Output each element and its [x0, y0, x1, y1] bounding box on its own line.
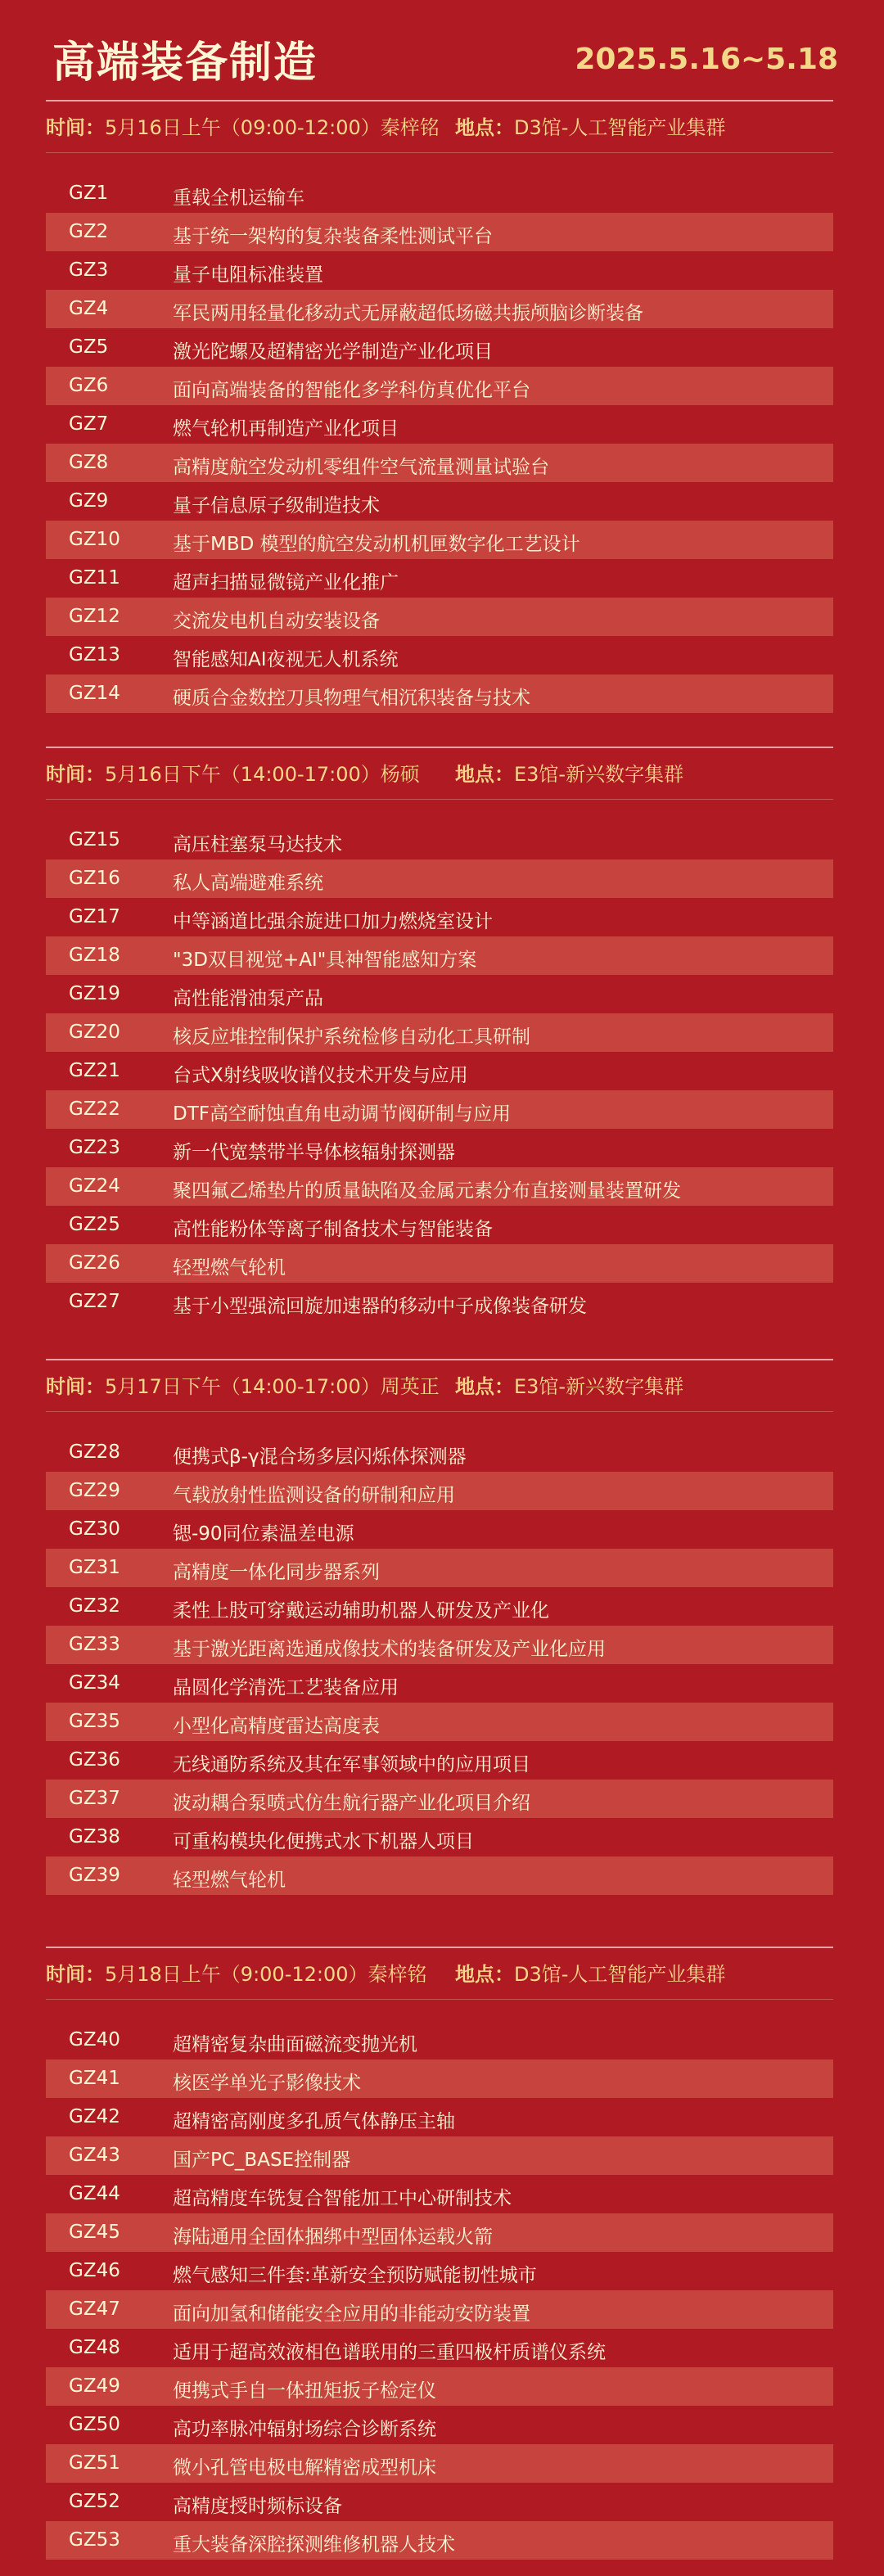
session-header: [46, 102, 833, 147]
project-name: 高精度航空发动机零组件空气流量测量试验台: [173, 457, 549, 478]
project-row: [46, 2252, 833, 2290]
project-name: 基于MBD 模型的航空发动机机匣数字化工艺设计: [173, 534, 580, 555]
project-row: [46, 482, 833, 521]
project-code: GZ21: [69, 1060, 120, 1081]
project-code: GZ12: [69, 606, 120, 627]
project-code: GZ39: [69, 1865, 120, 1886]
project-code: GZ6: [69, 375, 109, 396]
project-row: [46, 1587, 833, 1626]
project-name: 燃气感知三件套:革新安全预防赋能韧性城市: [173, 2265, 537, 2286]
project-name: 气载放射性监测设备的研制和应用: [173, 1485, 455, 1506]
project-row: [46, 2521, 833, 2560]
project-row: [46, 1780, 833, 1818]
project-code: GZ37: [69, 1788, 120, 1809]
project-name: 高精度授时频标设备: [173, 2496, 342, 2517]
project-name: 便携式手自一体扭矩扳子检定仪: [173, 2380, 436, 2402]
project-row: [46, 2367, 833, 2406]
project-row: [46, 1167, 833, 1206]
project-name: 重大装备深腔探测维修机器人技术: [173, 2534, 455, 2556]
project-code: GZ30: [69, 1518, 120, 1540]
project-list: [46, 1411, 833, 1895]
project-name: 私人高端避难系统: [173, 873, 323, 894]
session-place: [455, 111, 725, 140]
project-row: [46, 975, 833, 1013]
project-name: 基于激光距离选通成像技术的装备研发及产业化应用: [173, 1639, 606, 1660]
project-code: GZ16: [69, 868, 120, 889]
project-name: 无线通防系统及其在军事领域中的应用项目: [173, 1754, 530, 1775]
project-name: 面向加氢和储能安全应用的非能动安防装置: [173, 2303, 530, 2325]
project-row: [46, 1818, 833, 1856]
project-code: GZ25: [69, 1214, 120, 1235]
project-code: GZ19: [69, 983, 120, 1004]
project-row: [46, 1549, 833, 1587]
place-value: D3馆-人工智能产业集群: [514, 116, 726, 139]
project-code: GZ27: [69, 1291, 120, 1312]
time-label: 时间：: [46, 763, 105, 786]
project-code: GZ3: [69, 259, 109, 281]
project-name: 小型化高精度雷达高度表: [173, 1716, 380, 1737]
session-time: [46, 758, 420, 787]
project-list: [46, 1999, 833, 2560]
project-code: GZ5: [69, 336, 109, 358]
project-row: [46, 328, 833, 367]
place-label: 地点：: [455, 1375, 514, 1398]
place-value: E3馆-新兴数字集群: [514, 1375, 684, 1398]
project-code: GZ17: [69, 906, 120, 927]
project-name: "3D双目视觉+AI"具神智能感知方案: [173, 950, 477, 971]
project-code: GZ46: [69, 2260, 120, 2281]
project-row: [46, 2021, 833, 2059]
project-code: GZ32: [69, 1595, 120, 1617]
project-code: GZ53: [69, 2529, 120, 2551]
project-code: GZ26: [69, 1252, 120, 1274]
session-place: [455, 1370, 683, 1399]
project-row: [46, 674, 833, 713]
project-code: GZ49: [69, 2375, 120, 2397]
project-row: [46, 1283, 833, 1321]
project-name: 高精度一体化同步器系列: [173, 1562, 380, 1583]
project-name: 高性能滑油泵产品: [173, 988, 323, 1009]
project-name: 军民两用轻量化移动式无屏蔽超低场磁共振颅脑诊断装备: [173, 303, 643, 324]
project-code: GZ29: [69, 1480, 120, 1501]
project-name: 超精密复杂曲面磁流变抛光机: [173, 2034, 417, 2055]
project-row: [46, 1741, 833, 1780]
project-name: 超精密高刚度多孔质气体静压主轴: [173, 2111, 455, 2132]
project-row: [46, 444, 833, 482]
project-row: [46, 936, 833, 975]
project-code: GZ7: [69, 413, 109, 435]
project-name: 核医学单光子影像技术: [173, 2073, 361, 2094]
project-code: GZ9: [69, 490, 109, 512]
project-row: [46, 1664, 833, 1703]
project-name: 微小孔管电极电解精密成型机床: [173, 2457, 436, 2479]
project-row: [46, 2290, 833, 2329]
project-row: [46, 2098, 833, 2136]
project-name: 轻型燃气轮机: [173, 1870, 286, 1891]
project-code: GZ22: [69, 1099, 120, 1120]
page-header: [46, 25, 838, 88]
project-name: 轻型燃气轮机: [173, 1257, 286, 1279]
project-row: [46, 598, 833, 636]
project-code: GZ51: [69, 2452, 120, 2474]
project-row: [46, 821, 833, 859]
session-time: [46, 1958, 427, 1987]
project-code: GZ52: [69, 2491, 120, 2512]
project-row: [46, 898, 833, 936]
project-name: 高性能粉体等离子制备技术与智能装备: [173, 1219, 493, 1240]
project-row: [46, 2406, 833, 2444]
project-row: [46, 2329, 833, 2367]
project-name: 量子电阻标准装置: [173, 264, 323, 286]
project-row: [46, 559, 833, 598]
project-code: GZ8: [69, 452, 109, 473]
project-name: 核反应堆控制保护系统检修自动化工具研制: [173, 1026, 530, 1048]
time-value: 5月16日下午（14:00-17:00）杨硕: [105, 763, 420, 786]
project-code: GZ40: [69, 2029, 120, 2050]
project-name: 基于统一架构的复杂装备柔性测试平台: [173, 226, 493, 247]
project-name: 超高精度车铣复合智能加工中心研制技术: [173, 2188, 512, 2209]
time-label: 时间：: [46, 116, 105, 139]
project-row: [46, 1856, 833, 1895]
page-title: 高端装备制造: [52, 38, 318, 88]
project-code: GZ13: [69, 644, 120, 665]
session-section: [46, 1947, 833, 2560]
project-code: GZ18: [69, 945, 120, 966]
project-name: 燃气轮机再制造产业化项目: [173, 418, 399, 440]
session-place: [455, 758, 683, 787]
project-name: 高压柱塞泵马达技术: [173, 834, 342, 855]
project-code: GZ48: [69, 2337, 120, 2358]
project-row: [46, 1703, 833, 1741]
project-name: 锶-90同位素温差电源: [173, 1523, 354, 1545]
project-code: GZ43: [69, 2145, 120, 2166]
time-value: 5月17日下午（14:00-17:00）周英正: [105, 1375, 440, 1398]
project-code: GZ23: [69, 1137, 120, 1158]
session-time: [46, 111, 440, 140]
project-code: GZ41: [69, 2068, 120, 2089]
project-row: [46, 859, 833, 898]
project-name: 高功率脉冲辐射场综合诊断系统: [173, 2419, 436, 2440]
project-name: 波动耦合泵喷式仿生航行器产业化项目介绍: [173, 1793, 530, 1814]
project-list: [46, 152, 833, 713]
project-code: GZ15: [69, 829, 120, 850]
time-value: 5月16日上午（09:00-12:00）秦梓铭: [105, 116, 440, 139]
place-value: D3馆-人工智能产业集群: [514, 1963, 726, 1986]
project-row: [46, 1052, 833, 1090]
project-name: 柔性上肢可穿戴运动辅助机器人研发及产业化: [173, 1600, 549, 1622]
time-label: 时间：: [46, 1963, 105, 1986]
project-code: GZ20: [69, 1022, 120, 1043]
session-header: [46, 748, 833, 794]
project-name: 晶圆化学清洗工艺装备应用: [173, 1677, 399, 1699]
project-name: DTF高空耐蚀直角电动调节阀研制与应用: [173, 1103, 511, 1125]
project-row: [46, 2059, 833, 2098]
project-list: [46, 799, 833, 1321]
project-name: 基于小型强流回旋加速器的移动中子成像装备研发: [173, 1296, 587, 1317]
place-label: 地点：: [455, 763, 514, 786]
project-code: GZ10: [69, 529, 120, 550]
project-name: 适用于超高效液相色谱联用的三重四极杆质谱仪系统: [173, 2342, 606, 2363]
time-value: 5月18日上午（9:00-12:00）秦梓铭: [105, 1963, 427, 1986]
project-row: [46, 1206, 833, 1244]
project-row: [46, 1244, 833, 1283]
project-row: [46, 2444, 833, 2483]
project-name: 硬质合金数控刀具物理气相沉积装备与技术: [173, 688, 530, 709]
project-row: [46, 1510, 833, 1549]
project-row: [46, 1013, 833, 1052]
project-code: GZ44: [69, 2183, 120, 2204]
place-value: E3馆-新兴数字集群: [514, 763, 684, 786]
project-code: GZ14: [69, 683, 120, 704]
place-label: 地点：: [455, 116, 514, 139]
project-code: GZ28: [69, 1441, 120, 1463]
project-row: [46, 290, 833, 328]
project-code: GZ1: [69, 183, 109, 204]
project-code: GZ33: [69, 1634, 120, 1655]
project-name: 超声扫描显微镜产业化推广: [173, 572, 399, 593]
project-name: 量子信息原子级制造技术: [173, 495, 380, 517]
project-row: [46, 174, 833, 213]
project-row: [46, 1129, 833, 1167]
project-name: 便携式β-γ混合场多层闪烁体探测器: [173, 1446, 467, 1468]
project-name: 面向高端装备的智能化多学科仿真优化平台: [173, 380, 530, 401]
session-place: [455, 1958, 725, 1987]
project-row: [46, 2483, 833, 2521]
project-code: GZ34: [69, 1672, 120, 1694]
project-name: 智能感知AI夜视无人机系统: [173, 649, 399, 670]
project-row: [46, 1433, 833, 1472]
session-header: [46, 1360, 833, 1406]
project-code: GZ35: [69, 1711, 120, 1732]
project-row: [46, 521, 833, 559]
session-section: [46, 747, 833, 1321]
place-label: 地点：: [455, 1963, 514, 1986]
project-code: GZ36: [69, 1749, 120, 1771]
project-row: [46, 1626, 833, 1664]
project-name: 可重构模块化便携式水下机器人项目: [173, 1831, 474, 1852]
date-range: 2025.5.16~5.18: [575, 43, 838, 76]
project-name: 国产PC_BASE控制器: [173, 2150, 351, 2171]
session-time: [46, 1370, 440, 1399]
project-code: GZ31: [69, 1557, 120, 1578]
project-code: GZ47: [69, 2299, 120, 2320]
project-code: GZ24: [69, 1175, 120, 1197]
project-row: [46, 1090, 833, 1129]
project-row: [46, 367, 833, 405]
project-name: 中等涵道比强余旋进口加力燃烧室设计: [173, 911, 493, 932]
session-section: [46, 100, 833, 713]
project-row: [46, 2136, 833, 2175]
project-row: [46, 2213, 833, 2252]
session-section: [46, 1359, 833, 1895]
project-name: 交流发电机自动安装设备: [173, 611, 380, 632]
project-code: GZ42: [69, 2106, 120, 2127]
project-row: [46, 636, 833, 674]
project-name: 激光陀螺及超精密光学制造产业化项目: [173, 341, 493, 363]
project-code: GZ11: [69, 567, 120, 589]
project-code: GZ45: [69, 2222, 120, 2243]
project-row: [46, 2175, 833, 2213]
project-row: [46, 213, 833, 251]
project-name: 新一代宽禁带半导体核辐射探测器: [173, 1142, 455, 1163]
project-row: [46, 251, 833, 290]
session-header: [46, 1948, 833, 1994]
project-name: 台式X射线吸收谱仪技术开发与应用: [173, 1065, 468, 1086]
project-name: 海陆通用全固体捆绑中型固体运载火箭: [173, 2226, 493, 2248]
project-code: GZ2: [69, 221, 109, 242]
project-code: GZ50: [69, 2414, 120, 2435]
project-row: [46, 405, 833, 444]
project-code: GZ38: [69, 1826, 120, 1847]
time-label: 时间：: [46, 1375, 105, 1398]
project-code: GZ4: [69, 298, 109, 319]
project-name: 聚四氟乙烯垫片的质量缺陷及金属元素分布直接测量装置研发: [173, 1180, 681, 1202]
project-row: [46, 1472, 833, 1510]
project-name: 重载全机运输车: [173, 187, 304, 209]
